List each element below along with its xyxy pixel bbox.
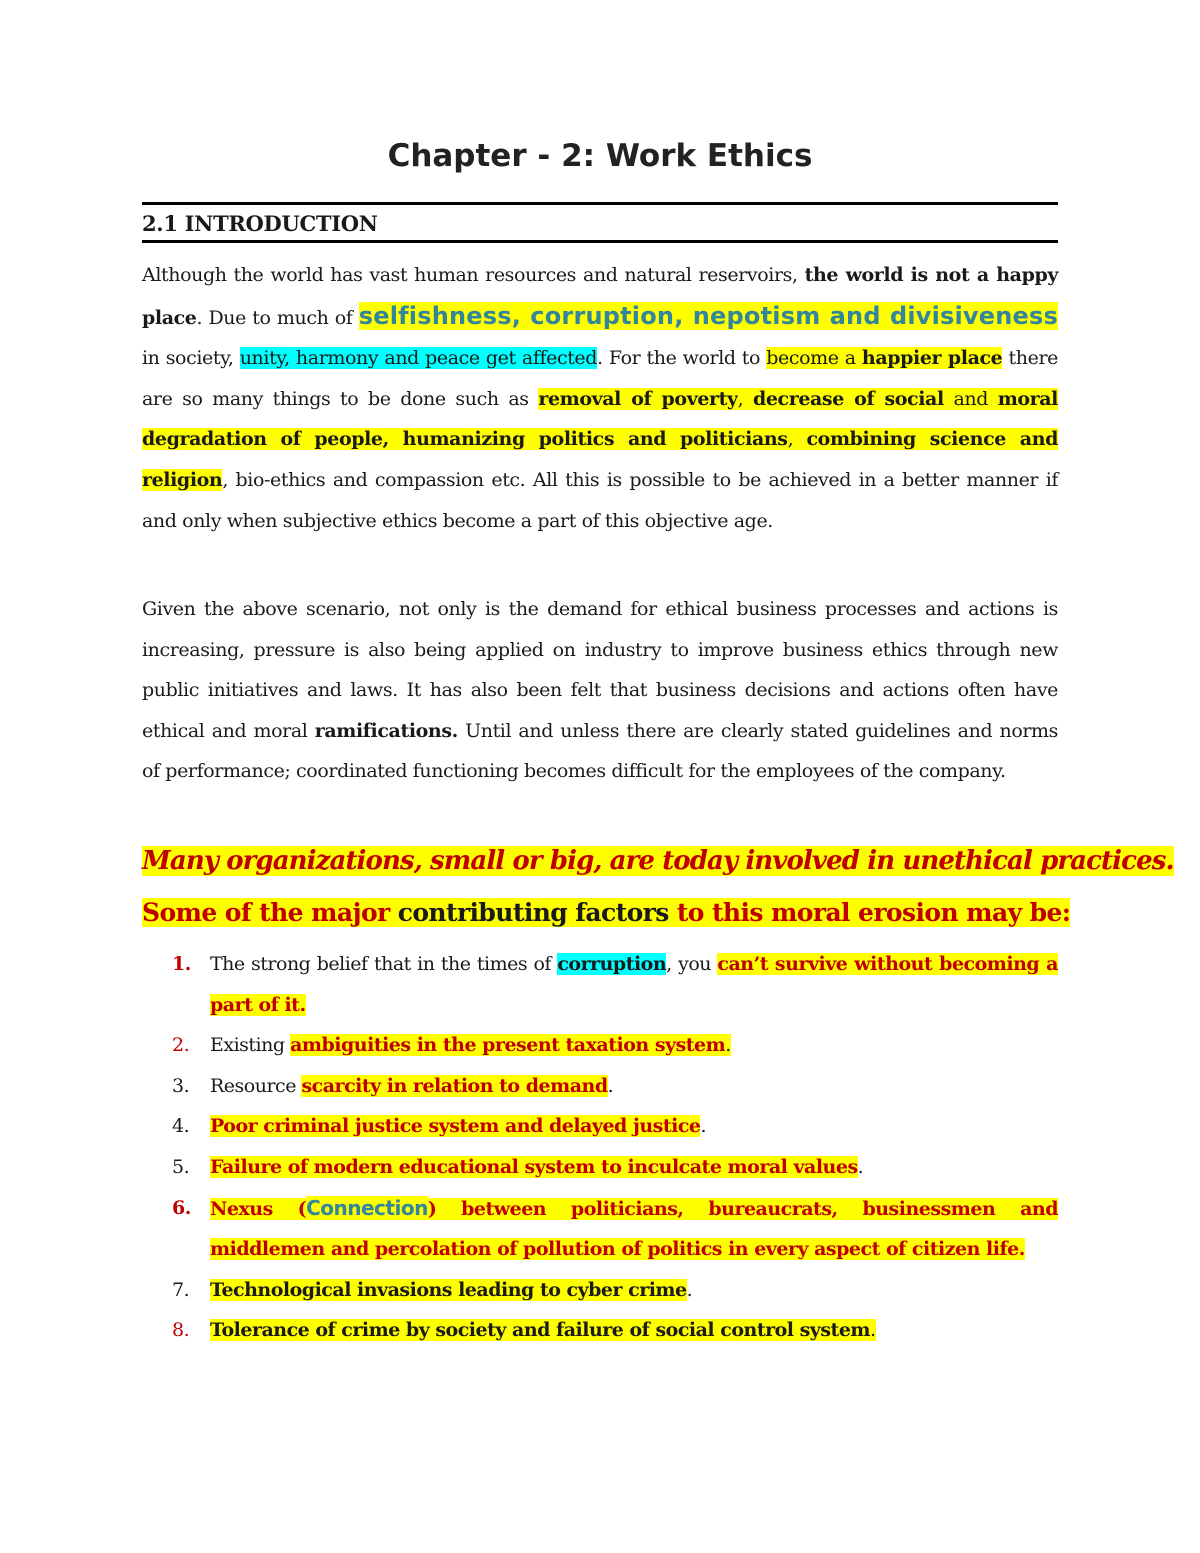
intro-paragraph bbox=[142, 255, 1058, 541]
highlighted-phrase: Connection bbox=[306, 1195, 428, 1220]
heading-rule-top bbox=[142, 202, 1058, 205]
list-number: 6. bbox=[172, 1196, 191, 1219]
list-number: 5. bbox=[172, 1155, 190, 1178]
highlighted-phrase: ambiguities in the present taxation system bbox=[290, 1034, 726, 1057]
list-item bbox=[172, 1188, 1058, 1270]
text-run: The strong belief that in the times of bbox=[210, 953, 558, 975]
contributing-factors-heading bbox=[142, 898, 1070, 927]
highlighted-phrase: Poor criminal justice system and delayed justice bbox=[210, 1115, 701, 1138]
highlighted-phrase: become a bbox=[766, 347, 862, 370]
text-run: . bbox=[725, 1034, 731, 1057]
highlighted-phrase: removal of poverty bbox=[538, 387, 738, 410]
highlighted-phrase: unity, harmony and peace get affected bbox=[239, 347, 598, 370]
text-run: . bbox=[686, 1278, 693, 1301]
list-item bbox=[172, 1066, 1058, 1107]
highlighted-phrase: Failure of modern educational system to inculcate moral values bbox=[210, 1155, 858, 1178]
highlighted-phrase: corruption bbox=[557, 953, 667, 975]
highlighted-phrase: decrease of social bbox=[752, 387, 944, 410]
list-item bbox=[172, 1025, 1058, 1066]
highlighted-phrase: scarcity in relation to demand bbox=[301, 1074, 608, 1097]
heading-part: to this moral erosion may be: bbox=[668, 898, 1071, 927]
highlighted-phrase: ) between politicians, bureaucrats, businessmen and middlemen and percolation of pollution of politics in every aspect of citizen life. bbox=[210, 1197, 1058, 1261]
list-number: 8. bbox=[172, 1319, 190, 1342]
text-run: . bbox=[700, 1115, 707, 1138]
list-item bbox=[172, 1106, 1058, 1147]
text-run: . bbox=[870, 1319, 876, 1342]
highlighted-phrase: combining science and religion bbox=[142, 428, 1058, 491]
list-number: 2. bbox=[172, 1034, 190, 1057]
text-run: in society, bbox=[142, 347, 240, 370]
heading-part: contributing factors bbox=[397, 898, 669, 927]
text-run: . For the world to bbox=[597, 347, 767, 370]
heading-rule-bottom bbox=[142, 240, 1058, 243]
text-run: Resource bbox=[210, 1074, 302, 1097]
text-run: Given the above scenario, not only is the demand for ethical business processes and actions is increasing, pressure is also being applied on industry to improve business ethics through new public initiatives and laws. It has also been felt that business decisions and actions often have ethical and moral bbox=[142, 598, 1058, 742]
unethical-practices-heading bbox=[142, 846, 1174, 876]
highlighted-phrase: Technological invasions leading to cyber crime bbox=[210, 1278, 687, 1301]
page-title: Chapter - 2: Work Ethics bbox=[387, 138, 813, 174]
text-run: Although the world has vast human resources and natural reservoirs, bbox=[142, 264, 805, 286]
heading-text: Many organizations, small or big, are today involved in unethical practices. bbox=[142, 846, 1174, 876]
text-run: Until and unless there are clearly stated guidelines and norms of performance; coordinated functioning becomes difficult for the employees of the company. bbox=[142, 719, 1059, 783]
list-number: 3. bbox=[172, 1074, 190, 1097]
text-run: and bbox=[943, 387, 998, 410]
text-run: . Due to much of bbox=[196, 306, 359, 329]
highlighted-phrase: happier place bbox=[861, 347, 1003, 370]
section-heading: 2.1 INTRODUCTION bbox=[142, 211, 378, 236]
text-run: , bio-ethics and compassion etc. All this is possible to be achieved in a better manner if and only when subjective ethics become a part of this objective age. bbox=[142, 468, 1058, 532]
highlighted-phrase: selfishness, corruption, nepotism and divisiveness bbox=[358, 301, 1058, 330]
text-run: the world is not a happy place bbox=[142, 264, 1059, 329]
factors-list bbox=[172, 944, 1058, 1351]
list-item bbox=[172, 1270, 1058, 1311]
list-item bbox=[172, 1147, 1058, 1188]
heading-part: Some of the major bbox=[142, 898, 398, 927]
scenario-paragraph bbox=[142, 589, 1058, 792]
text-run: , bbox=[787, 428, 807, 451]
text-run: Existing bbox=[210, 1034, 291, 1057]
list-number: 7. bbox=[172, 1278, 190, 1301]
text-run: . bbox=[607, 1074, 614, 1097]
bold-word: ramifications. bbox=[314, 719, 458, 742]
text-run: , bbox=[737, 387, 753, 410]
list-number: 1. bbox=[172, 953, 191, 975]
list-item bbox=[172, 1310, 1058, 1351]
highlighted-phrase: moral degradation of people, humanizing politics and politicians bbox=[142, 387, 1059, 451]
text-run: there are so many things to be done such as bbox=[142, 347, 1058, 410]
highlighted-phrase: Nexus ( bbox=[210, 1197, 307, 1220]
list-item bbox=[172, 944, 1058, 1025]
text-run: . bbox=[857, 1155, 864, 1178]
highlighted-phrase: can’t survive without becoming a part of it. bbox=[210, 953, 1058, 1016]
text-run: , you bbox=[666, 953, 718, 975]
list-number: 4. bbox=[172, 1115, 190, 1138]
highlighted-phrase: Tolerance of crime by society and failure of social control system bbox=[210, 1319, 871, 1342]
